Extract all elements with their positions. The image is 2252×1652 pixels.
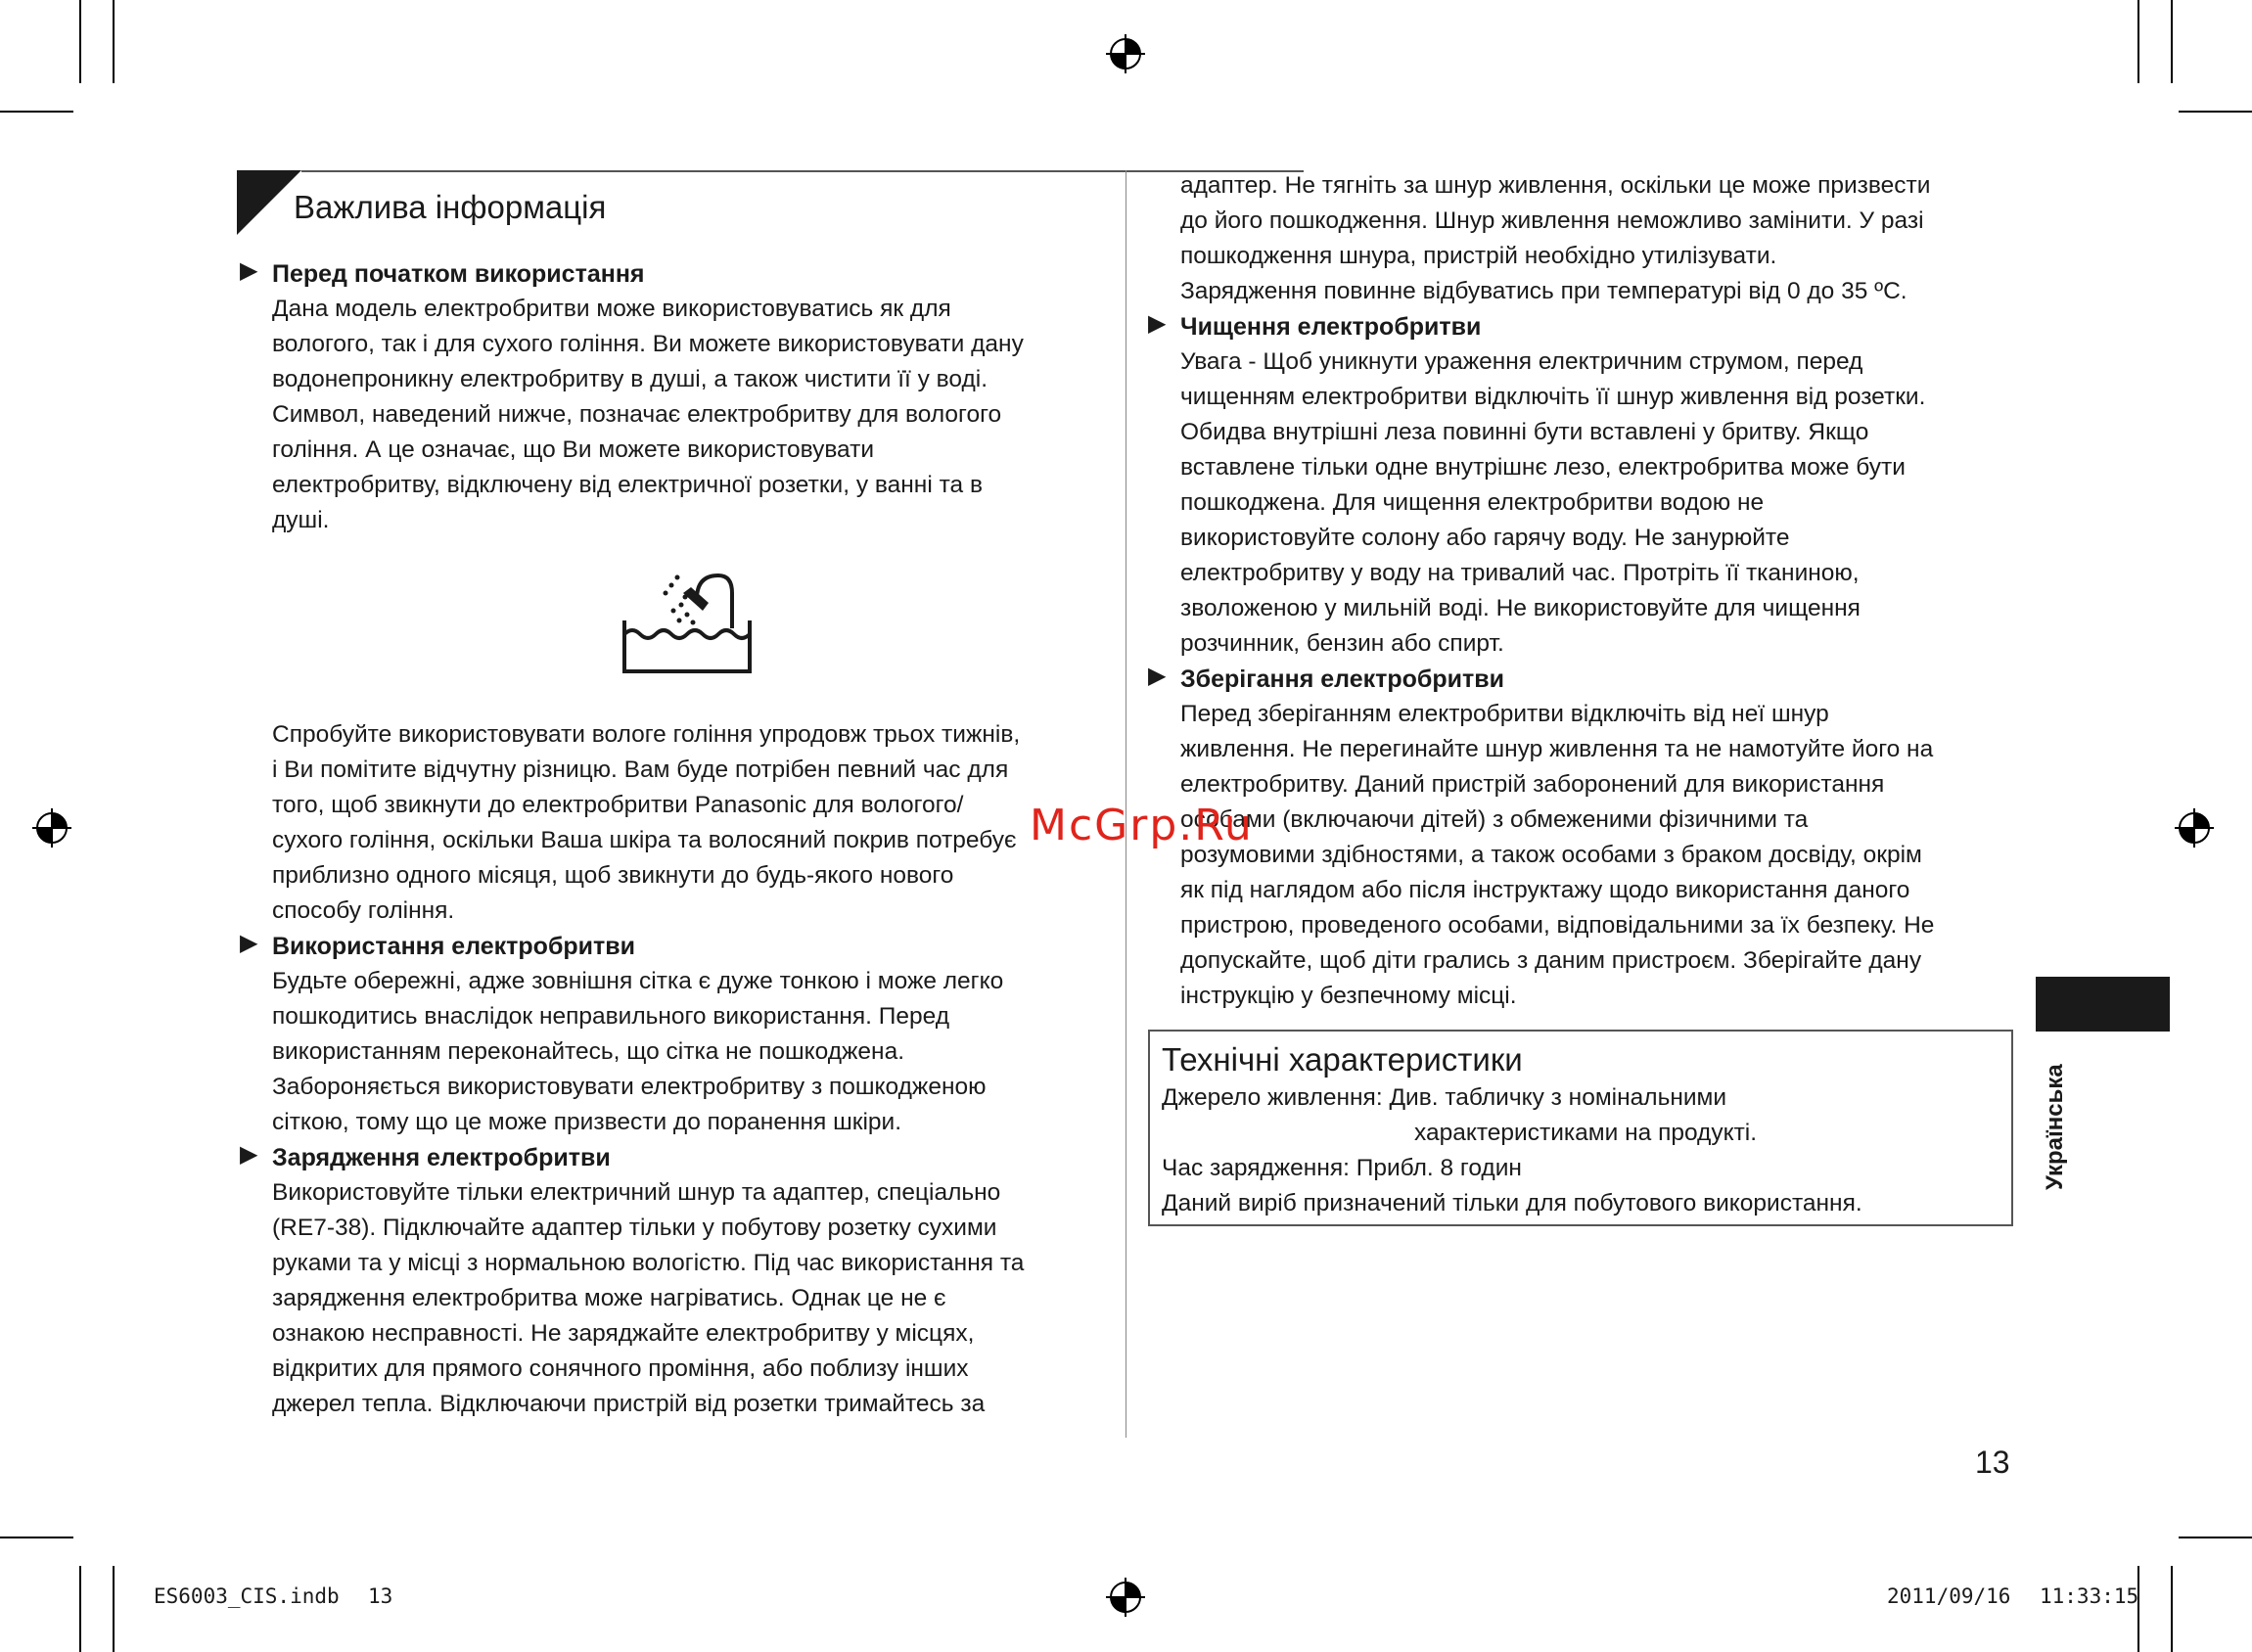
text-line: Дана модель електробритви може використовуватись як для	[272, 296, 951, 322]
subsection-usage	[240, 929, 1114, 1140]
crop-mark	[79, 1566, 81, 1652]
text-line: Використовуйте тільки електричний шнур та адаптер, спеціально	[272, 1179, 1001, 1206]
left-column-lower	[240, 717, 1114, 1422]
subsection-cleaning	[1148, 309, 2042, 662]
specifications-box	[1148, 1030, 2013, 1226]
subsection-storage	[1148, 662, 2042, 1014]
text-line: Перед зберіганням електробритви відключіть від неї шнур	[1180, 701, 1829, 727]
text-line: вставлене тільки одне внутрішнє лезо, електробритва може бути	[1180, 454, 1906, 481]
subsection-heading: Зберігання електробритви	[1180, 665, 1504, 693]
text-line: Спробуйте використовувати вологе гоління упродовж трьох тижнів,	[272, 721, 1021, 748]
text-line: живлення. Не перегинайте шнур живлення та не намотуйте його на	[1180, 736, 1934, 762]
footer-filename: ES6003_CIS.indb	[154, 1584, 340, 1608]
text-line: Символ, наведений нижче, позначає електробритву для вологого	[272, 401, 1002, 428]
text-line: розумовими здібностями, а також особами з браком досвіду, окрім	[1180, 842, 1922, 868]
text-line: пошкоджена. Для чищення електробритви водою не	[1180, 489, 1765, 516]
text-line: водонепроникну електробритву в душі, а також чистити її у воді.	[272, 366, 988, 392]
language-tab	[2034, 1043, 2083, 1190]
text-line: того, щоб звикнути до електробритви Panasonic для вологого/	[272, 792, 964, 818]
text-line: як під наглядом або після інструктажу щодо використання даного	[1180, 877, 1910, 903]
text-line: Увага - Щоб уникнути ураження електричним струмом, перед	[1180, 348, 1863, 375]
text-line: ознакою несправності. Не заряджайте електробритву у місцях,	[272, 1320, 975, 1347]
text-line: зарядження електробритва може нагріватись. Однак це не є	[272, 1285, 946, 1311]
text-line: пристрою, проведеного особами, відповідальними за їх безпеку. Не	[1180, 912, 1935, 939]
spec-power-source-cont: характеристиками на продукті.	[1414, 1120, 1758, 1146]
subsection-before-use	[240, 256, 1114, 538]
crop-mark	[113, 0, 115, 83]
text-line: зволоженою у мильній воді. Не використовуйте для чищення	[1180, 595, 1861, 621]
charging-continued	[1180, 168, 2042, 309]
text-line: Обидва внутрішні леза повинні бути вставлені у бритву. Якщо	[1180, 419, 1869, 445]
subsection-heading: Чищення електробритви	[1180, 313, 1482, 341]
text-line: руками та у місці з нормальною вологістю. Під час використання та	[272, 1250, 1025, 1276]
language-tab-marker	[2036, 977, 2170, 1032]
footer-file-page: 13	[368, 1584, 393, 1608]
footer-time: 11:33:15	[2040, 1584, 2139, 1608]
text-line: Будьте обережні, адже зовнішня сітка є дуже тонкою і може легко	[272, 968, 1004, 994]
wet-shaving-advice	[272, 717, 1114, 929]
section-title: Важлива інформація	[294, 189, 607, 225]
text-line: Зарядження повинне відбуватись при температурі від 0 до 35 ºC.	[1180, 278, 1907, 304]
text-line: розчинник, бензин або спирт.	[1180, 630, 1504, 657]
crop-mark	[113, 1566, 115, 1652]
footer-date: 2011/09/16	[1887, 1584, 2011, 1608]
text-line: адаптер. Не тягніть за шнур живлення, оскільки це може призвести	[1180, 172, 1931, 199]
text-line: Забороняється використовувати електробритву з пошкодженою	[272, 1074, 987, 1100]
spec-charge-time: Час зарядження: Прибл. 8 годин	[1162, 1155, 1522, 1181]
arrow-bullet-icon: ▶	[240, 930, 258, 956]
crop-mark	[2171, 0, 2173, 83]
bath-shower-icon	[619, 570, 756, 677]
crop-mark	[2179, 111, 2252, 113]
text-line: приблизно одного місяця, щоб звикнути до будь-якого нового	[272, 862, 954, 889]
text-line: допускайте, щоб діти грались з даним пристроєм. Зберігайте дану	[1180, 947, 1922, 974]
registration-mark-icon	[2175, 808, 2214, 848]
registration-mark-icon	[1106, 34, 1145, 73]
text-line: відкритих для прямого сонячного проміння, або поблизу інших	[272, 1355, 969, 1382]
subsection-heading: Зарядження електробритви	[272, 1144, 611, 1171]
text-line: чищенням електробритви відключіть її шнур живлення від розетки.	[1180, 384, 1926, 410]
language-tab-label: Українська	[2042, 1064, 2068, 1190]
text-line: душі.	[272, 507, 330, 533]
text-line: сухого гоління, оскільки Ваша шкіра та волосяний покрив потребує	[272, 827, 1017, 853]
text-line: і Ви помітите відчутну різницю. Вам буде потрібен певний час для	[272, 757, 1009, 783]
text-line: інструкцію у безпечному місці.	[1180, 983, 1517, 1009]
text-line: пошкодитись внаслідок неправильного використання. Перед	[272, 1003, 950, 1030]
text-line: гоління. А це означає, що Ви можете використовувати	[272, 436, 875, 463]
text-line: електробритву. Даний пристрій заборонений для використання	[1180, 771, 1885, 798]
text-line: сіткою, тому що це може призвести до поранення шкіри.	[272, 1109, 902, 1135]
crop-mark	[2137, 1566, 2139, 1652]
text-line: електробритву, відключену від електричної розетки, у ванні та в	[272, 472, 983, 498]
subsection-heading: Перед початком використання	[272, 260, 645, 288]
subsection-charging	[240, 1140, 1114, 1422]
watermark: McGrp.Ru	[1030, 801, 1254, 850]
page-number: 13	[1975, 1445, 2010, 1480]
crop-mark	[0, 1537, 73, 1538]
subsection-heading: Використання електробритви	[272, 933, 636, 960]
spec-power-source: Джерело живлення: Див. табличку з номінальними	[1162, 1084, 1727, 1111]
arrow-bullet-icon: ▶	[1148, 310, 1167, 337]
registration-mark-icon	[1106, 1578, 1145, 1617]
text-line: джерел тепла. Відключаючи пристрій від розетки тримайтесь за	[272, 1391, 986, 1417]
text-line: пошкодження шнура, пристрій необхідно утилізувати.	[1180, 243, 1777, 269]
crop-mark	[0, 111, 73, 113]
arrow-bullet-icon: ▶	[240, 1141, 258, 1168]
crop-mark	[2179, 1537, 2252, 1538]
text-line: вологого, так і для сухого гоління. Ви можете використовувати дану	[272, 331, 1024, 357]
specs-title: Технічні характеристики	[1162, 1041, 1523, 1078]
text-line: особами (включаючи дітей) з обмеженими фізичними та	[1180, 806, 1809, 833]
text-line: використовуйте солону або гарячу воду. Не занурюйте	[1180, 525, 1790, 551]
text-line: електробритву у воду на тривалий час. Протріть її тканиною,	[1180, 560, 1860, 586]
crop-mark	[2137, 0, 2139, 83]
arrow-bullet-icon: ▶	[240, 257, 258, 284]
arrow-bullet-icon: ▶	[1148, 663, 1167, 689]
left-column	[240, 256, 1114, 538]
text-line: способу гоління.	[272, 897, 455, 924]
crop-mark	[2171, 1566, 2173, 1652]
crop-mark	[79, 0, 81, 83]
spec-household-use: Даний виріб призначений тільки для побутового використання.	[1162, 1190, 1862, 1216]
right-column	[1148, 168, 2042, 1014]
registration-mark-icon	[32, 808, 71, 848]
text-line: (RE7-38). Підключайте адаптер тільки у побутову розетку сухими	[272, 1215, 997, 1241]
text-line: до його пошкодження. Шнур живлення неможливо замінити. У разі	[1180, 207, 1924, 234]
text-line: використанням переконайтесь, що сітка не пошкоджена.	[272, 1038, 905, 1065]
